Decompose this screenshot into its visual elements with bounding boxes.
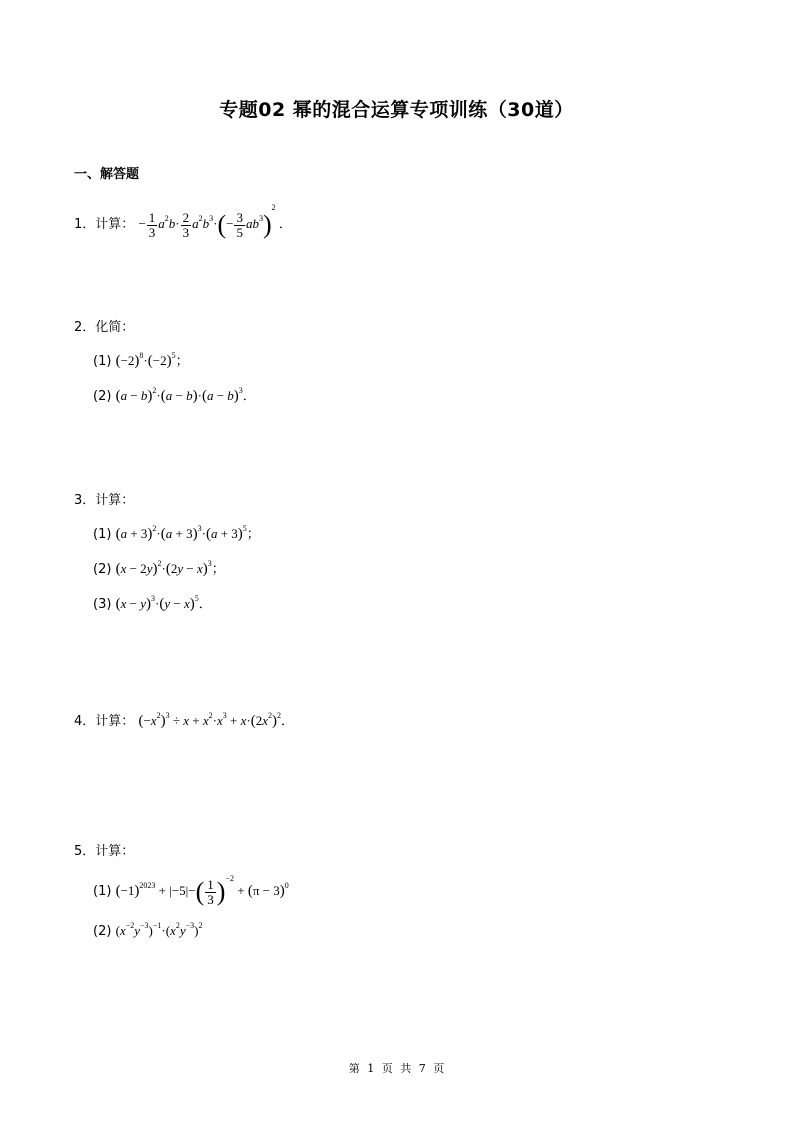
part-label: (1) [93,884,112,899]
math-expression: $(x - y)^3\cdot(y - x)^5$ [115,594,199,612]
math-expression: $(-1)^{2023} + |-5|-$( $\frac{1}{3}$ )$^{-2} + (\pi - 3)^0$ [115,874,289,907]
question-2 [74,318,134,338]
question-prompt: 计算： [95,493,135,508]
question-prompt: 计算： [95,844,135,859]
question-5 [74,842,134,862]
question-5-part-2 [93,921,202,939]
semicolon: ； [246,527,260,542]
page-title: 专题02 幂的混合运算专项训练（30道） [219,99,574,121]
question-number: 2． [74,320,96,335]
part-label: (2) [93,924,112,939]
question-prompt: 计算： [95,217,135,232]
question-3-part-1 [93,523,260,543]
question-4 [74,706,294,732]
period: ． [278,217,292,232]
period: ． [242,389,256,404]
period: ． [280,714,294,729]
math-expression: $(a + 3)^2\cdot(a + 3)^3\cdot(a + 3)^5$ [115,524,247,542]
math-expression: $(x - 2y)^2\cdot(2y - x)^3$ [115,559,212,577]
question-2-part-1 [93,350,189,370]
question-5-part-1 [93,874,289,907]
part-label: (2) [93,562,112,577]
question-number: 4． [74,714,96,729]
part-label: (1) [93,527,112,542]
math-expression: $(a - b)^2\cdot(a - b)\cdot(a - b)^3$ [115,386,243,404]
question-number: 5． [74,844,96,859]
question-3-part-3 [93,593,212,613]
question-1 [74,198,292,240]
page-footer: 第 1 页 共 7 页 [348,1062,445,1075]
question-number: 1． [74,217,96,232]
section-heading: 一、解答题 [74,167,140,182]
semicolon: ； [175,354,189,369]
math-expression: $(-x^2)^3 \div x + x^2\cdot x^3 + x\cdot(2x^2)^2$ [138,711,281,729]
period: ． [198,597,212,612]
question-number: 3． [74,493,96,508]
math-expression: $(x^{-2}y^{-3})^{-1}\cdot(x^2y^{-3})^2$ [115,921,203,938]
math-expression: − $\frac{1}{3}$ $a^2b\cdot$ $\frac{2}{3}$ $a^2b^3\cdot(-$ $\frac{3}{5}$ $ab^3)^2$ [138,203,276,240]
semicolon: ； [211,562,225,577]
part-label: (2) [93,389,112,404]
question-prompt: 计算： [95,714,135,729]
question-prompt: 化简： [95,320,135,335]
math-expression: $(-2)^8\cdot(-2)^5$ [115,351,176,369]
part-label: (3) [93,597,112,612]
part-label: (1) [93,354,112,369]
question-3 [74,491,134,511]
question-2-part-2 [93,385,256,405]
question-3-part-2 [93,558,225,578]
